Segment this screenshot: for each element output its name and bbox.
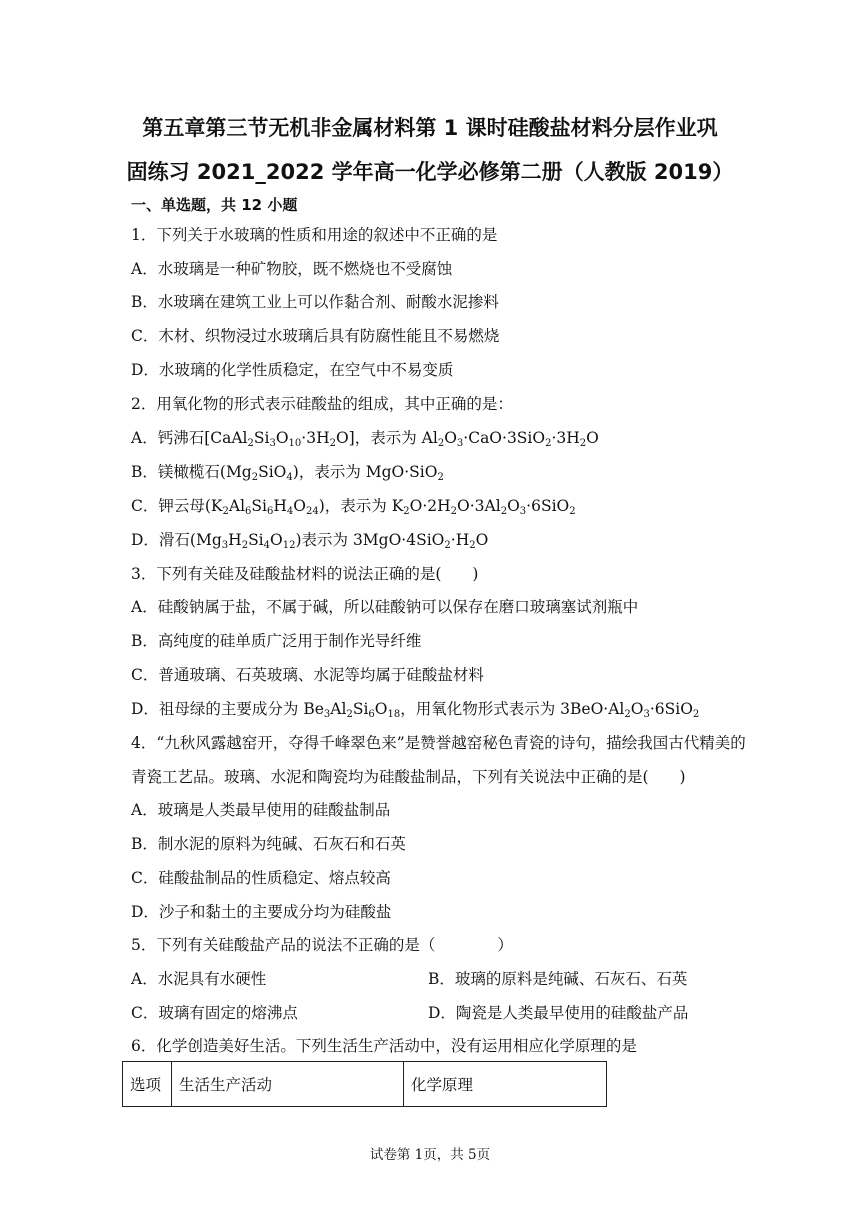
question-5-option-d: D．陶瓷是人类最早使用的硅酸盐产品 (428, 1004, 689, 1022)
question-1-option-a: A．水玻璃是一种矿物胶，既不燃烧也不受腐蚀 (131, 260, 453, 278)
question-4-option-d: D．沙子和黏土的主要成分均为硅酸盐 (131, 903, 392, 921)
question-5-option-b: B．玻璃的原料是纯碱、石灰石、石英 (428, 970, 688, 988)
document-title-line-2: 固练习 2021_2022 学年高一化学必修第二册（人教版 2019） (126, 160, 734, 184)
document-title-line-1: 第五章第三节无机非金属材料第 1 课时硅酸盐材料分层作业巩 (142, 116, 718, 140)
question-1-option-d: D．水玻璃的化学性质稳定，在空气中不易变质 (131, 361, 454, 379)
question-2-option-b: B．镁橄榄石$(Mg_2SiO_4)$，表示为 MgO·SiO$_2$ (131, 463, 444, 483)
question-3-option-a: A．硅酸钠属于盐，不属于碱，所以硅酸钠可以保存在磨口玻璃塞试剂瓶中 (131, 598, 639, 616)
question-5-stem: 5．下列有关硅酸盐产品的说法不正确的是（ ） (131, 936, 513, 954)
question-3-option-c: C．普通玻璃、石英玻璃、水泥等均属于硅酸盐材料 (131, 666, 484, 684)
question-2-stem: 2．用氧化物的形式表示硅酸盐的组成，其中正确的是： (131, 395, 513, 413)
table-header-activity: 生活生产活动 (172, 1062, 404, 1107)
question-4-stem-line-2: 青瓷工艺品。玻璃、水泥和陶瓷均为硅酸盐制品，下列有关说法中正确的是( ) (131, 768, 686, 786)
question-4-option-b: B．制水泥的原料为纯碱、石灰石和石英 (131, 835, 406, 853)
page-footer: 试卷第 1页，共 5页 (369, 1147, 491, 1163)
table-header-option: 选项 (123, 1062, 172, 1107)
question-6-stem: 6．化学创造美好生活。下列生活生产活动中，没有运用相应化学原理的是 (131, 1037, 637, 1055)
question-5-option-a: A．水泥具有水硬性 (131, 970, 267, 988)
question-2-option-c: C．钾云母$(K_2Al_6Si_6H_4O_{24})$，表示为 $K_2O\cdot 2H_2O\cdot 3Al_2O_3\cdot 6SiO_2$ (131, 497, 576, 517)
question-3-option-d: D．祖母绿的主要成分为 $Be_3Al_2Si_6O_{18}$，用氧化物形式表示为 $3BeO\cdot Al_2O_3\cdot 6SiO_2$ (131, 700, 700, 720)
table-header-principle: 化学原理 (404, 1062, 607, 1107)
question-4-option-a: A．玻璃是人类最早使用的硅酸盐制品 (131, 801, 391, 819)
question-3-stem: 3．下列有关硅及硅酸盐材料的说法正确的是( ) (131, 565, 479, 583)
question-2-option-a: A．钙沸石$[CaAl_2Si_3O_{10}\cdot 3H_2O]$，表示为 $Al_2O_3\cdot CaO\cdot 3SiO_2\cdot 3H_2O$ (131, 429, 599, 449)
question-1-stem: 1．下列关于水玻璃的性质和用途的叙述中不正确的是 (131, 226, 498, 244)
question-3-option-b: B．高纯度的硅单质广泛用于制作光导纤维 (131, 632, 422, 650)
question-4-option-c: C．硅酸盐制品的性质稳定、熔点较高 (131, 869, 391, 887)
question-2-option-d: D．滑石$(Mg_3H_2Si_4O_{12})$表示为 $3MgO\cdot 4SiO_2\cdot H_2O$ (131, 531, 489, 551)
question-1-option-b: B．水玻璃在建筑工业上可以作黏合剂、耐酸水泥掺料 (131, 293, 499, 311)
question-6-table (122, 1061, 607, 1107)
question-4-stem-line-1: 4．“九秋风露越窑开，夺得千峰翠色来”是赞誉越窑秘色青瓷的诗句，描绘我国古代精美的 (131, 734, 746, 752)
section-heading: 一、单选题，共 12 小题 (131, 196, 298, 214)
table-header-row (123, 1062, 607, 1107)
question-5-option-c: C．玻璃有固定的熔沸点 (131, 1004, 298, 1022)
question-1-option-c: C．木材、织物浸过水玻璃后具有防腐性能且不易燃烧 (131, 327, 500, 345)
